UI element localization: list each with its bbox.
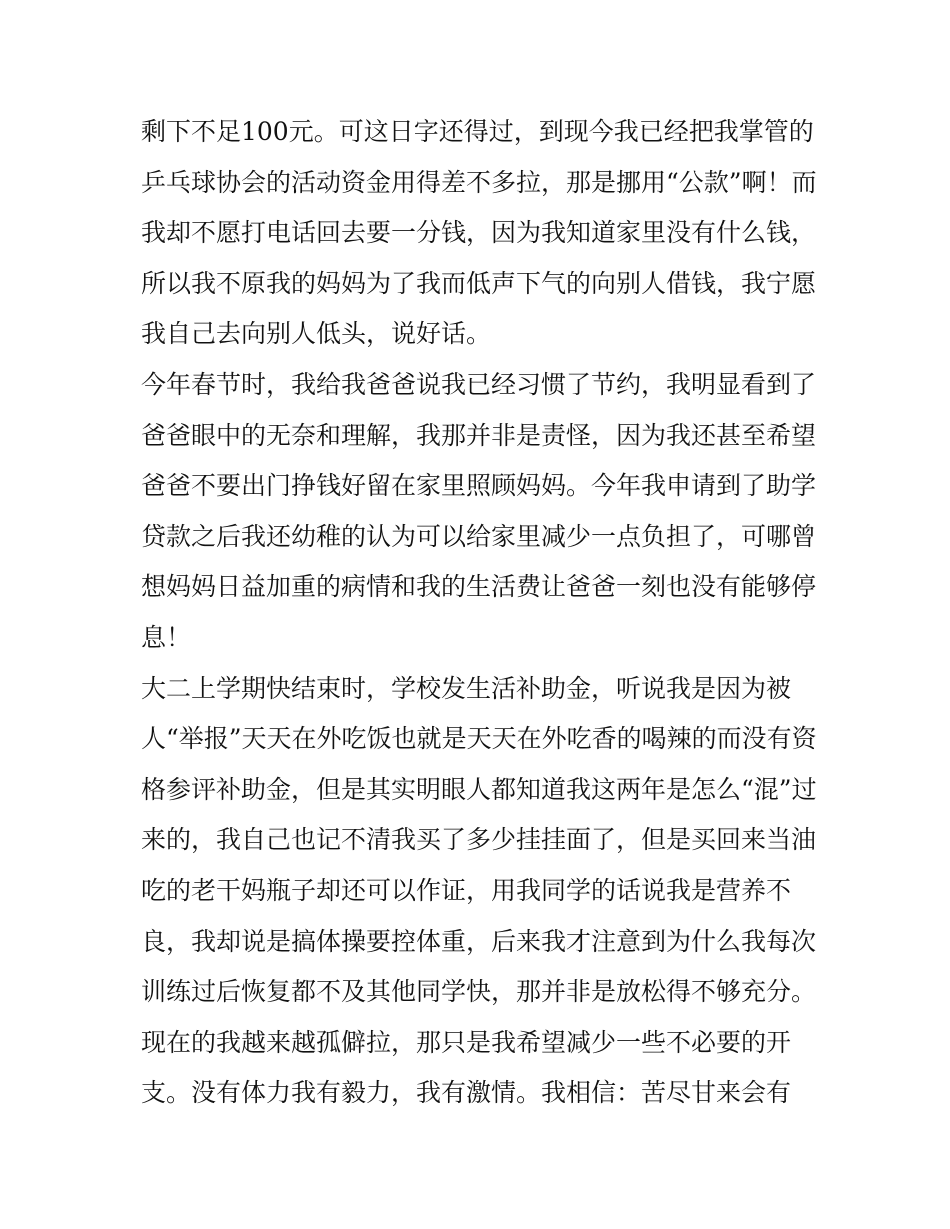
- text-line: 吃的老干妈瓶子却还可以作证，用我同学的话说我是营养不: [141, 875, 792, 905]
- text-line: 所以我不原我的妈妈为了我而低声下气的向别人借钱，我宁愿: [141, 268, 817, 298]
- text-line: 来的，我自己也记不清我买了多少挂挂面了，但是买回来当油: [141, 825, 817, 855]
- text-line: 想妈妈日益加重的病情和我的生活费让爸爸一刻也没有能够停: [141, 572, 817, 602]
- text-line: 训练过后恢复都不及其他同学快，那并非是放松得不够充分。: [141, 977, 817, 1007]
- text-line: 乒乓球协会的活动资金用得差不多拉，那是挪用“公款”啊！而: [141, 167, 817, 197]
- body-text: [141, 107, 821, 1119]
- text-line: 爸爸不要出门挣钱好留在家里照顾妈妈。今年我申请到了助学: [141, 471, 817, 501]
- text-line: 现在的我越来越孤僻拉，那只是我希望减少一些不必要的开: [141, 1027, 792, 1057]
- text-line: 我却不愿打电话回去要一分钱，因为我知道家里没有什么钱，: [141, 218, 817, 248]
- text-line: 息！: [141, 622, 192, 652]
- text-line: 大二上学期快结束时，学校发生活补助金，听说我是因为被: [141, 673, 792, 703]
- text-line: 剩下不足100元。可这日字还得过，到现今我已经把我掌管的: [141, 117, 814, 146]
- text-line: 今年春节时，我给我爸爸说我已经习惯了节约，我明显看到了: [141, 369, 817, 399]
- text-line: 人“举报”天天在外吃饭也就是天天在外吃香的喝辣的而没有资: [141, 724, 817, 754]
- text-line: 爸爸眼中的无奈和理解，我那并非是责怪，因为我还甚至希望: [141, 420, 817, 450]
- text-line: 我自己去向别人低头，说好话。: [141, 319, 492, 349]
- text-line: 贷款之后我还幼稚的认为可以给家里减少一点负担了，可哪曾: [141, 521, 817, 551]
- text-line: 支。没有体力我有毅力，我有激情。我相信：苦尽甘来会有: [141, 1078, 792, 1108]
- text-line: 格参评补助金，但是其实明眼人都知道我这两年是怎么“混”过: [141, 774, 817, 804]
- text-line: 良，我却说是搞体操要控体重，后来我才注意到为什么我每次: [141, 926, 817, 956]
